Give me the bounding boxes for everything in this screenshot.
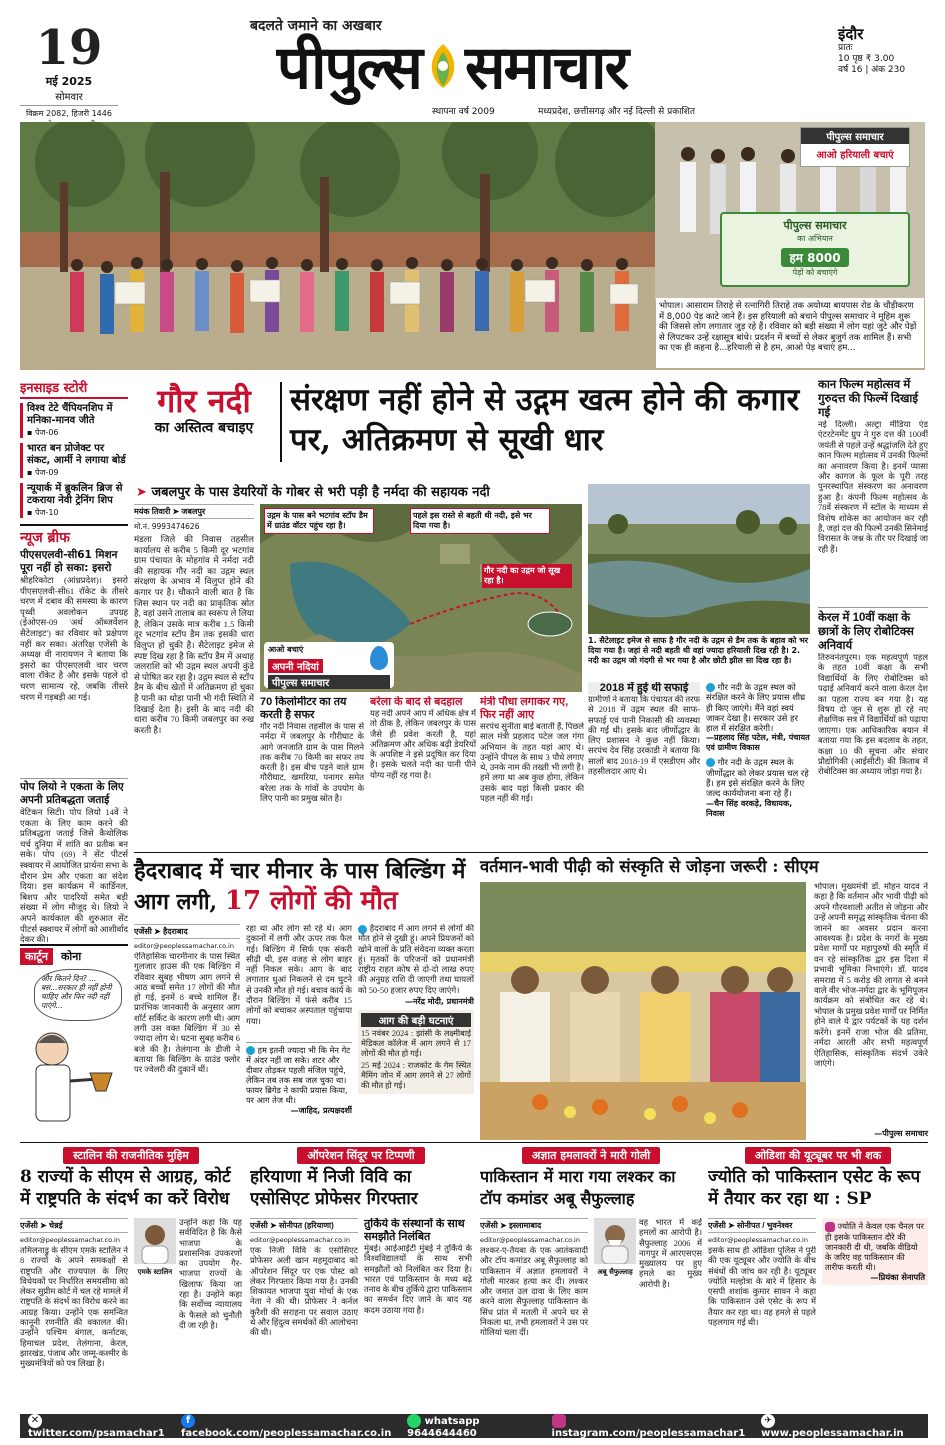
whatsapp-text: whatsapp 9644644460 [407,1415,480,1439]
main-col-1 [134,504,254,839]
campaign-banner [720,212,910,287]
bottom-body-2: वह भारत में कई हमलों का आरोपी है। सैफुल्लाह 2006 में नागपुर में आरएसएस मुख्यालय पर हुए हमले का मुख्य आरोपी है। [639,1218,702,1289]
sub-2-body: यह नदी अपने आप में अधिक क्षेत्र में तो ठीक है, लेकिन जबलपुर के पास जैसे ही प्रवेश करती है, यहां अतिक्रमण और अधिक बढ़ी डेयरियों के अपशिष्ट ने इसे प्रदूषित कर दिया है। इसके चलते नदी का पानी पीने योग्य नहीं रह गया है। [370,709,476,780]
quote-1-by: —प्रहलाद सिंह पटेल, मंत्री, पंचायत एवं ग्रामीण विकास [706,733,810,753]
map-badge-3: पीपुल्स समाचार [268,675,390,689]
person-avatar-icon [594,1218,636,1264]
cartoon-bubble: और कितने दिन? ... बस...सरकार ही नहीं होनी चाहिए और फिर नदी नहीं पाएंगे... [34,969,122,1021]
right-body-2: तिरुवनंतपुरम। एक महत्वपूर्ण पहल के तहत 10वीं कक्षा के सभी विद्यार्थियों के लिए रोबोटिक्स को पढ़ाई अनिवार्य करने वाला केरल देश का पहला राज्य बन गया है। यह विषय दो जून से शुरू हो रहे नए शैक्षणिक सत्र में विद्यार्थियों को पढ़ाया जाएगा। एक आधिकारिक बयान में बताया गया कि इस बदलाव के तहत, कक्षा 10 की सूचना और संचार प्रौद्योगिकी (आईसीटी) की किताब में रोबोटिक्स का अध्याय जोड़ा गया है। [818,653,928,777]
hyd-quote-text: हम इतनी ज्यादा भी कि मेन गेट में अंदर नहीं जा सके। शटर और दीवार तोड़कर पहली मंजिल पहुंचे, लेकिन तब तक सब जल चुका था। फायर ब्रिगेड ने काफी प्रयास किया, पर आग तेज थी। [246,1045,351,1105]
hyderabad-headline [134,856,474,917]
masthead [0,0,945,125]
fire-box [358,1010,474,1094]
fire-box-item: 15 नवंबर 2024 : झांसी के लक्ष्मीबाई मेडिकल कॉलेज में आग लगने से 17 लोगों की मौत हो गई। [361,1029,471,1059]
sub-story-3 [480,696,584,844]
edition: प्रातः [838,43,853,53]
bottom-story-4 [708,1144,928,1410]
bottom-kicker: अज्ञात हमलावरों ने मारी गोली [522,1147,660,1164]
bottom-email: editor@peoplessamachar.co.in [250,1236,350,1244]
bottom-headline: पाकिस्तान में मारा गया लश्कर का टॉप कमांडर अबू सैफुल्लाह [480,1167,676,1208]
brief-body: श्रीहरिकोटा (आंध्रप्रदेश)। इसरो पीएसएलवी-सी61 रॉकेट के तीसरे चरण में दबाव की समस्या के कारण पृथ्वी अवलोकन उपग्रह (ईओएस-09 'अर्थ ऑब्जर्वेशन सैटेलाइट') का रविवार को प्रक्षेपण नहीं कर सका। अंतरिक्ष एजेंसी के अध्यक्ष वी नारायणन ने बताया कि इसरो का पीएसएलवी चार चरण वाला रॉकेट है और इसके पहले दो चरण सामान्य रहे, जबकि तीसरे चरण में गड़बड़ी आ गई। [20,575,128,702]
person-avatar-icon [134,1218,176,1264]
bottom-headline: हरियाणा में निजी विवि का एसोसिएट प्रोफेसर गिरफ्तार [250,1167,418,1209]
hyderabad-headline-a: हैदराबाद में चार मीनार के पास बिल्डिंग में आग लगी, [134,858,466,915]
inside-item-text: भारत बन प्रोजेक्ट पर संकट, आर्मी ने लगाया बोर्ड [27,443,126,466]
bottom-body-2: उन्होंने कहा कि यह सर्वविदित है कि कैसे भाजपा के प्रशासनिक उपकरणों का उपयोग गैर-भाजपा राज्यों के खिलाफ किया जा रहा है। उन्होंने कहा कि सर्वोच्च न्यायालय के फैसले को चुनौती दी जा रही है। [179,1218,242,1330]
brief-headline: पोप लियो ने एकता के लिए अपनी प्रतिबद्धता जताई [20,778,128,807]
bottom-sub-body: मुंबई। आईआईटी मुंबई ने तुर्किये के विश्वविद्यालयों के साथ सभी समझौतों को निलंबित कर दिया है। भारत एवं पाकिस्तान के मध्य बढ़े तनाव के बीच तुर्किये द्वारा पाकिस्तान का समर्थन दिए जाने के बाद यह कदम उठाया गया है। [364,1244,472,1315]
sub-4-head: 2018 में हुई थी सफाई [588,682,700,695]
instagram-icon [552,1414,566,1428]
inside-item-page: ▪ पेज-10 [27,508,59,517]
cm-body: भोपाल। मुख्यमंत्री डॉ. मोहन यादव ने कहा है कि वर्तमान और भावी पीढ़ी को अपने गौरवशाली अतीत से जोड़ना और उन्हें अपनी समृद्ध सांस्कृतिक चेतना की जानने का अवसर प्रदान करना आवश्यक है। प्रदेश के नगरों के मुख्य प्रवेश मार्गों पर महापुरुषों की स्मृति में वन रहे सांस्कृतिक द्वार इस दिशा में प्रभावी भूमिका निभाएंगे। डॉ. यादव समराद्य में 5 करोड़ की लागत से बनने वाले वीर भोज-नर्मदा द्वार के भूमिपूजन कार्यक्रम को संबोधित कर रहे थे। भोपाल के प्रमुख प्रवेश मार्गों पर निर्मित होने वाले ये द्वार पर्यटकों के यह दर्शन करेंगे। इनमें राजा भोज की प्रतिमा, नर्मदा आरती और सभी महत्वपूर्ण ऐतिहासिक, सांस्कृतिक संदर्भ उकेरे जाएंगे। [814,882,928,1068]
brief-body: वेटिकन सिटी। पोप लियो 14वें ने एकता के लिए काम करने की प्रतिबद्धता जताई जिसे कैथोलिक चर्च दुनिया में शांति का प्रतीक बन सके। पोप (69) ने सेंट पीटर्स स्क्वायर में आयोजित प्रार्थना सभा के दौरान प्रेम और एकता का संदेश दिया। इस कार्यक्रम में कार्डिनल, बिशप और पादरियों समेत बड़ी संख्या में लोग मौजूद थे। लियो ने अपने कार्यकाल की शुरुआत सेंट पीटर्स स्क्वायर में लोगों को आशीर्वाद देकर की। [20,807,128,945]
hyd-quote [246,1042,352,1105]
bottom-story-2 [250,1144,472,1410]
tagline: बदलते जमाने का अखबार [250,18,382,34]
lead-photo-caption [656,298,924,368]
web-icon: ✈ [761,1414,775,1428]
sub-story-2 [370,696,476,844]
news-brief-title: न्यूज ब्रीफ [20,524,128,547]
story-flag [134,382,274,462]
lead-photo [20,122,925,370]
hyd-col-3-body [358,924,474,996]
campaign-badge [800,127,910,167]
right-column [818,378,928,848]
right-head-1: कान फिल्म महोत्सव में गुरुदत्त की फिल्में दिखाई गई [818,379,919,419]
date-box [20,22,118,122]
twitter-icon: ✕ [28,1414,42,1428]
inside-item[interactable] [20,443,128,478]
inside-item-page: ▪ पेज-09 [27,468,59,477]
footer-instagram[interactable] [552,1414,762,1439]
bottom-story-1 [20,1144,242,1410]
instagram-icon [825,1222,835,1232]
satellite-map [260,504,582,692]
person-name: एमके स्टालिन [137,1268,173,1276]
caption-text: भोपाल। आसाराम तिराहे से रत्नागिरी तिराहे तक अयोध्या बायपास रोड के चौड़ीकरण में 8,000 पेड़ काटे जाने हैं। इस हरियाली को बचाने पीपुल्स समाचार ने मुहिम शुरू की जिससे लोग लगातार जुड़ रहे हैं। रविवार को बड़ी संख्या में लोग यहां जुटे और पेड़ों से लिपटकर उन्हें रक्षासूत्र बांधे। प्रदर्शन में बच्चों से लेकर बुजुर्ग तक शामिल हैं। सभी का एक ही कहना है...हरियाली से है हम, आओ पेड़ बचाएं हम... [659,301,917,353]
quote-icon [246,1046,255,1055]
bottom-byline: एजेंसी ➤ इस्लामाबाद [480,1218,588,1233]
bottom-col-b [594,1218,702,1410]
cartoon-box [20,944,128,1139]
hyd-col-3-by: —नरेंद्र मोदी, प्रधानमंत्री [404,997,474,1007]
water-drop-icon [370,646,388,670]
bottom-byline: एजेंसी ➤ चेन्नई [20,1218,128,1233]
map-badge-2: अपनी नदियां [268,659,323,673]
cm-story [480,856,928,1140]
main-col-1-body: मंडला जिले की निवास तहसील कार्यालय से करीब 5 किमी दूर भटगांव ग्राम पंचायत के मोहगांव में नर्मदा नदी की सहायक गौर नदी का उद्गम स्थल संरक्षण के अभाव में विलुप्त होने की कगार पर है। चौकाने वाली बात है कि जिस स्थान पर नदी का प्राकृतिक स्रोत है, वहां उसने तालाब का स्वरूप ले लिया है, लेकिन उसके मात्र करीब 1.5 किमी दूर भटगांव स्टॉप डैम तक इसकी धारा विलुप्त हो चुकी है। सैटेलाइट इमेज से स्पष्ट दिख रहा है कि स्टॉप डैम में अथाह जलराशि को भी उद्गम स्थल अपनी कुंडे से पोषित कर रहा है। उद्गम स्थल से स्टॉप डैम के बीच खेतों में अतिक्रमण हो चुका है पानी का थोड़ा पानी भी गंदी स्थिति में दिखाई देता है। इसी के बाद नदी की धारा करीब 70 किमी जबलपुर का रुख करती है। [134,534,254,735]
footer-website[interactable] [761,1414,920,1439]
fire-box-item: 25 मई 2024 : राजकोट के गेम स्थित मैमिंग जोन में आग लगने से 27 लोगों की मौत हो गई। [361,1061,471,1091]
main-byline-2: मो.नं. 9993474626 [134,522,200,531]
bottom-kicker: स्टालिन की राजनीतिक मुहिम [63,1147,199,1164]
bottom-body: तमिलनाडु के सीएम एमके स्टालिन ने 8 राज्यों के अपने समकक्षों से राष्ट्रपति और राज्यपाल के लिए विधेयकों पर निर्धारित समयसीमा को लेकर सुप्रीम कोर्ट में चल रहे मामले में राष्ट्रपति के संदर्भ का विरोध करने का आग्रह किया। उन्होंने एक समन्वित कानूनी रणनीति की वकालत की। उन्होंने पश्चिम बंगाल, कर्नाटक, हिमाचल प्रदेश, तेलंगाना, केरल, झारखंड, पंजाब और जम्मू-कश्मीर के मुख्यमंत्रियों को पत्र लिखा है। [20,1246,128,1369]
bottom-kicker: ओडिशा की यूट्यूबर पर भी शक [745,1147,891,1164]
bottom-col-b [134,1218,242,1410]
side-note [822,1218,928,1285]
cartoon-title-2: कोना [60,950,82,963]
map-label-2: पहले इस रास्ते से बहती थी नदी, इसे भर दिया गया है। [410,508,550,534]
bottom-story-3 [480,1144,702,1410]
story-flag-title: गौर नदी [157,382,251,420]
twitter-text: twitter.com/psamachar1 [28,1427,165,1439]
site-photo-caption: 1. सैटेलाइट इमेज से साफ है गौर नदी के उद्गम से डैम तक के बहाव को भर दिया गया है। जहां से नदी बहती थी वहां ज्यादा हरियाली दिख रही है। 2. नदी का उद्गम जो गंदगी से भर गया है और छोटी झील सा दिख रहा है। [588,636,808,665]
inside-item[interactable] [20,483,128,518]
logo-emblem-icon [425,40,461,90]
person-photo [594,1218,636,1277]
paper-name-left: पीपुल्स [276,33,421,103]
fire-box-head: आग की बड़ी घटनाएं [361,1013,471,1027]
sub-4-body: ग्रामीणों ने बताया कि पंचायत की तरफ से 2018 में उद्गम स्थल की साफ-सफाई एवं पानी निकासी की व्यवस्था की गई थी। इसके बाद जीर्णोद्धार के लिए प्रशासन ने कुछ नहीं किया। सरपंच देव सिंह उरकाडी ने बताया कि सालों बाद 2018-19 में एसडीएम और तहसीलदार आए थे। [588,695,700,777]
quote-1-text: गौर नदी के उद्गम स्थल को संरक्षित करने के लिए प्रयास शीघ्र ही किए जाएंगे। मैंने वहां स्वयं जाकर देखा है। सरकार उसे हर हाल में संरक्षित करेगी। [706,682,806,734]
issue: वर्ष 16 | अंक 230 [838,65,906,75]
flag-divider [280,382,282,462]
bottom-col-a [708,1218,816,1410]
inside-item[interactable] [20,403,128,438]
paper-name [172,30,732,103]
kicker-text: जबलपुर के पास डेयरियों के गोबर से भरी पड़ी है नर्मदा की सहायक नदी [151,485,490,500]
cm-photo [480,882,806,1140]
side-note-text: ज्योति ने केवल एक चैनल पर ही इसके पाकिस्तान दौरे की जानकारी दी थी, जबकि वीडियो के जरिए वह पाकिस्तान की तारीफ करती थी। [825,1221,925,1272]
quote-2 [706,757,810,798]
day-text: सोमवार [20,89,118,106]
map-label-1: उद्गम के पास बने भटगांव स्टॉप डैम में ग्राउंड वॉटर पहुंच रहा है। [264,508,374,534]
website-text: www.peoplessamachar.in [761,1427,904,1439]
bottom-col-b [364,1218,472,1410]
kicker-arrow-icon: ➤ [136,485,147,500]
founded: स्थापना वर्ष 2009 [432,107,495,117]
story-flag-sub: का अस्तित्व बचाइए [154,420,254,436]
bottom-col-a [20,1218,128,1410]
instagram-text: instagram.com/peoplessamachar1 [551,1427,746,1439]
quotes-box [706,682,810,844]
bottom-headline: ज्योति को पाकिस्तान एसेट के रूप में तैयार कर रहा था : SP [708,1167,921,1209]
price: 10 पृष्ठ ₹ 3.00 [838,54,895,64]
bottom-byline: एजेंसी ➤ सोनीपत (हरियाणा) [250,1218,358,1233]
quote-icon [358,925,367,934]
right-body-1: नई दिल्ली। अल्ट्रा मीडिया एंड एंटरटेनमेंट ग्रुप ने गुरु दत्त की 100वीं जयंती से पहले उन्हें श्रद्धांजलि देते हुए कान फिल्म महोत्सव में उनकी फिल्मों का अनावरण किया है। इनमें प्यासा और कागज के फूल के पूरी तरह पुनरस्थापित संस्करण का अनावरण हुआ है। कंपनी फिल्म महोत्सव के 78वें संस्करण में स्टॉल के माध्यम से विशेष शोकेस का आयोजन कर रही है, जहां दत्त की फिल्में उनकी सिनेमाई विरासत के जश्न के तौर पर दिखाई जा रही हैं। [818,420,928,554]
quote-icon [706,758,715,767]
paper-name-right: समाचार [464,33,628,103]
hyd-col-3-text: हैदराबाद में आग लगने से लोगों की मौत होने से दुखी हूं। अपने प्रियजनों को खोने वालों के प्रति संवेदना व्यक्त करता हूं। मृतकों के परिजनों को प्रधानमंत्री राष्ट्रीय राहत कोष से दो-दो लाख रुपए की अनुग्रह राशि दी जाएगी तथा घायलों को 50-50 हजार रुपए दिए जाएंगे। [358,924,474,995]
cm-photo-illustration [480,882,806,1140]
bottom-sub-head: तुर्किये के संस्थानों के साथ समझौते निलंबित [364,1218,465,1243]
main-kicker [136,482,576,500]
main-story [134,378,810,848]
side-note-by: —प्रियंका सेनापति [870,1271,925,1282]
bottom-col-a [250,1218,358,1410]
date-text: मई 2025 [45,75,93,88]
bottom-kicker: ऑपरेशन सिंदूर पर टिप्पणी [297,1147,424,1164]
inside-item-text: न्यूयार्क में ब्रुकलिन ब्रिज से टकराया नेवी ट्रेनिंग शिप [27,483,123,506]
edition-box [838,26,938,76]
hyd-col-2-body: रहा था और लोग सो रहे थे। आग दुकानों में लगी और ऊपर तक फैल गई। बिल्डिंग में सिर्फ एक संकरी सीढ़ी थी, इस वजह से लोग बाहर नहीं निकल सके। आग के बाद लगातार धुआं निकलने से दम घुटने से उनकी मौत हो गई। बचाव कार्य के दौरान बिल्डिंग में फंसे करीब 15 लोगों को बचाकर अस्पताल पहुंचाया गया। [246,924,352,1026]
vikram-samvat: विक्रम 2082, हिजरी 1446 [26,109,112,118]
site-photo-illustration [588,484,810,634]
hyderabad-headline-b: 17 लोगों की मौत [224,886,398,916]
sub-1-body: गौर नदी निवास तहसील के पास से नर्मदा में जबलपुर के गौरीघाट के आगे जनजाति ग्राम के पास मिलने तक करीब 70 किमी का सफर तय करती है। इस बीच पड़ने वाले ग्राम गौरीघाट, खमरिया, पनागर समेत बरेला तक के गांवों के उपयोग के लिए पानी का प्रमुख स्रोत है। [260,722,364,804]
sub-1-head: 70 किलोमीटर का तय करती है सफर [260,696,347,721]
bottom-divider [20,1142,928,1143]
city: इंदौर [838,25,864,43]
editions: मध्यप्रदेश, छत्तीसगढ़ और नई दिल्ली से प्रकाशित [538,107,696,117]
sub-story-1 [260,696,364,844]
main-byline: मयंक तिवारी ➤ जबलपुर [134,504,254,519]
bottom-col-b [822,1218,928,1410]
right-head-2: केरल में 10वीं कक्षा के छात्रों के लिए रोबोटिक्स अनिवार्य [818,607,928,653]
footer-facebook[interactable] [181,1414,407,1439]
bottom-headline: 8 राज्यों के सीएम से आग्रह, कोर्ट में राष्ट्रपति के संदर्भ का करें विरोध [20,1167,231,1209]
hyd-col-3 [358,924,474,1140]
bottom-email: editor@peoplessamachar.co.in [20,1236,120,1244]
cm-credit: —पीपुल्स समाचार [874,1129,928,1138]
person-name: अबू सैफुल्लाह [597,1268,633,1276]
badge-text: आओ हरियाली बचाएं [816,150,894,161]
bottom-col-a [480,1218,588,1410]
hyd-col-1-body: ऐतिहासिक चारमीनार के पास स्थित गुलजार हाउस की एक बिल्डिंग में रविवार सुबह भीषण आग लगने से आठ बच्चों समेत 17 लोगों की मौत हो गई, इनमें 8 बच्चे शामिल हैं। प्रारंभिक जानकारी के अनुसार आग शॉर्ट सर्किट के कारण लगी थी। आग लगी उस वक्त बिल्डिंग में 30 से ज्यादा लोग थे। घटना सुबह करीब 6 बजे की है। तेलंगाना के डीजी ने बताया कि बिल्डिंग के ग्राउंड फ्लोर पर ज्वेलरी की दुकानें थीं। [134,952,240,1075]
date-number: 19 [35,20,103,76]
footer-twitter[interactable] [28,1414,181,1439]
sub-3-head: मंत्री पौधा लगाकर गए, फिर नहीं आए [480,696,569,721]
bottom-byline: एजेंसी ➤ सोनीपत / भुवनेश्वर [708,1218,816,1233]
hyd-quote-by: —जाहिद, प्रत्यक्षदर्शी [290,1106,352,1115]
cartoon-title: कार्टून [20,948,53,965]
banner-brand: पीपुल्स समाचार [783,219,847,232]
hyd-col-2 [246,924,352,1140]
banner-count: हम 8000 [781,248,848,267]
banner-sub: का अभियान [797,234,833,243]
section-divider [134,852,928,853]
sub-3-body: सरपंच सुनीता बाई बताती हैं, पिछले साल मंत्री प्रहलाद पटेल जल गंगा अभियान के तहत यहां आए थे। उन्होंने पीपल के साथ 3 पौधे लगाए थे, उनके नाम की तख्ती भी लगी है। हमें लगा था अब कुछ होगा, लेकिन उसके बाद यहां किसी प्रकार की पहल नहीं की गई। [480,722,584,804]
banner-count-sub: पेड़ों को बचाएंगे [792,268,838,277]
bottom-body: लश्कर-ए-तैयबा के एक आतंकवादी और टॉप कमांडर अबू सैफुल्लाह को पाकिस्तान में अज्ञात हमलावरों ने गोली मारकर हत्या कर दी। लश्कर और जमात उल दावा के लिए काम करने वाला सैफुल्लाह पाकिस्तान के सिंध प्रांत में मतली में अपने घर से निकला था, तभी हमलावरों ने उस पर गोलियां चला दीं। [480,1246,588,1338]
whatsapp-icon [407,1414,421,1428]
hyd-col-1 [134,924,240,1140]
hyd-byline: एजेंसी ➤ हैदराबाद [134,924,240,939]
map-label-3: गौर नदी का उद्गम जो सूख रहा है। [482,564,572,588]
badge-brand: पीपुल्स समाचार [801,128,909,144]
cm-headline: वर्तमान-भावी पीढ़ी को संस्कृति से जोड़ना जरूरी : सीएम [480,857,819,876]
facebook-icon: f [181,1414,195,1428]
map-badge-1: आओ बचाएं [268,645,304,654]
footer-whatsapp[interactable] [407,1414,551,1439]
inside-story-title: इनसाइड स्टोरी [20,378,128,399]
hyd-email: editor@peoplessamachar.co.in [134,942,234,950]
bottom-body: एक निजी विवि के एसोसिएट प्रोफेसर अली खान महमूदाबाद को ऑपरेशन सिंदूर पर एक पोस्ट को लेकर गिरफ्तार किया गया है। उनकी शिकायत भाजपा युवा मोर्चा के एक नेता ने की थी। प्रोफेसर ने कर्नल कुरैशी की सराहना पर सवाल उठाए थे और हिंदुत्व समर्थकों की आलोचना की थी। [250,1246,358,1338]
main-headline: संरक्षण नहीं होने से उद्गम खत्म होने की कगार पर, अतिक्रमण से सूखी धार [290,382,800,458]
bottom-email: editor@peoplessamachar.co.in [708,1236,808,1244]
bottom-body: इसके साथ ही ओडिशा पुलिस ने पुरी की एक यूट्यूबर और ज्योति के बीच संबंधों की जांच कर रही है। यूट्यूबर ज्योति मल्होत्रा के बारे में हिसार के एसपी शशांक कुमार सावन ने कहा कि पाकिस्तान उसे एसेट के रूप में तैयार कर रहा था। वह हमले से पहले पहलगाम गई थी। [708,1246,816,1328]
facebook-text: facebook.com/peoplessamachar.co.in [181,1427,392,1439]
brief-headline: पीएसएलवी-सी61 मिशन पूरा नहीं हो सका: इसरो [20,549,118,574]
site-photo [588,484,810,634]
cartoon-illustration [20,1021,128,1131]
sub-story-4 [588,682,700,844]
bottom-email: editor@peoplessamachar.co.in [480,1236,580,1244]
quote-icon [706,683,715,692]
sub-2-head: बरेला के बाद से बदहाल [370,696,463,708]
inside-item-text: विश्व टेटे चैंपियनशिप में मनिका-मानव जीते [27,403,113,426]
footer-bar [20,1414,928,1438]
quote-1 [706,682,810,733]
map-badge [264,642,394,688]
quote-2-text: गौर नदी के उद्गम स्थल के जीर्णोद्धार को लेकर प्रयास चल रहे हैं। हम इसे संरक्षित करने के लिए जल्द कार्ययोजना बना रहे हैं। [706,757,809,799]
hyderabad-story [134,856,474,1140]
person-photo [134,1218,176,1277]
inside-item-page: ▪ पेज-06 [27,428,59,437]
quote-2-by: —चैन सिंह वरकड़े, विधायक, निवास [706,798,793,818]
